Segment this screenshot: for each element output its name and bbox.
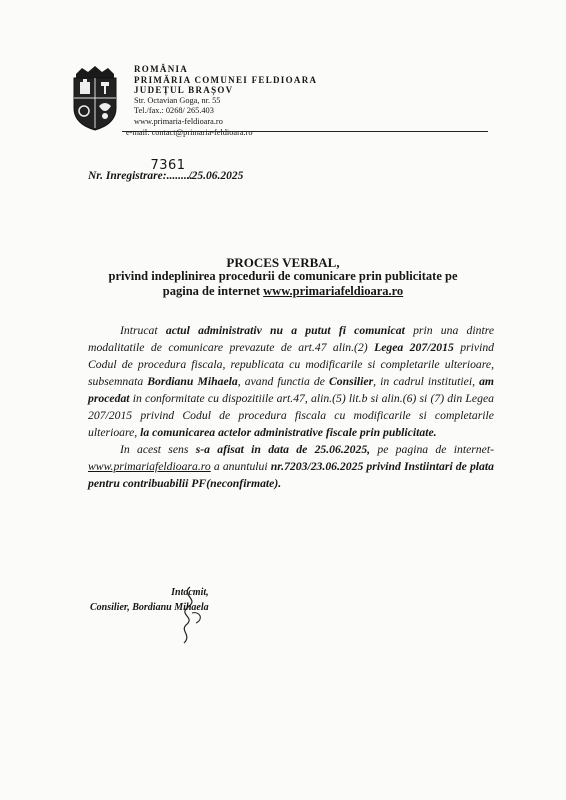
registration-number — [88, 158, 244, 183]
handwritten-signature-icon — [170, 585, 210, 645]
institution-name: PRIMĂRIA COMUNEI FELDIOARA — [134, 74, 318, 85]
p2-text: a anuntului — [210, 460, 271, 473]
p1-text: Intrucat — [120, 324, 166, 337]
institution-website[interactable]: www.primaria-feldioara.ro — [134, 116, 223, 126]
paragraph-1 — [88, 322, 494, 441]
p1-text: in conformitate cu dispozitiile art.47, alin.(5) lit.b si alin.(6) si (7) din Legea 207/2015 privind Codul de procedura fiscala cu modificarile si completarile ulterioare, — [88, 392, 494, 439]
p1-bold: am procedat — [88, 375, 494, 405]
subtitle-website-link[interactable]: www.primariafeldioara.ro — [263, 284, 404, 298]
institution-email[interactable]: e-mail: contact@primaria-feldioara.ro — [126, 127, 253, 137]
registration-date: /25.06.2025 — [188, 170, 244, 182]
p1-bold: Legea 207/2015 — [374, 341, 454, 354]
subtitle-prefix: pagina de internet — [162, 284, 264, 298]
p1-bold: Consilier — [329, 375, 374, 388]
p1-text: , in cadrul institutiei, — [373, 375, 480, 388]
p2-bold: nr.7203/23.06.2025 privind Instiintari de plata pentru contribuabilii PF(neconfirmate). — [88, 460, 494, 490]
p2-text: In acest sens — [120, 443, 196, 456]
document-subtitle-line2 — [0, 284, 566, 299]
signature-intocmit: Intocmit, — [171, 587, 209, 598]
p2-website-link[interactable]: www.primariafeldioara.ro — [88, 460, 211, 473]
p2-bold: s-a afisat in data de 25.06.2025, — [195, 443, 371, 456]
p1-bold: Bordianu Mihaela — [147, 375, 238, 388]
p1-text: privind Codul de procedura fiscala, republicata cu modificarile si completarile ulterioare, subsemnata — [88, 341, 495, 388]
coat-of-arms-icon — [68, 64, 122, 132]
institution-address: Str. Octavian Goga, nr. 55 — [134, 95, 221, 105]
registration-label: Nr. Inregistrare: — [88, 170, 167, 182]
registration-dots: ......... — [166, 170, 193, 182]
registration-handwritten-number: 7361 — [150, 158, 186, 173]
p1-bold: la comunicarea actelor administrative fiscale prin publicitate. — [140, 426, 437, 439]
document-title: PROCES VERBAL, — [226, 255, 340, 270]
signature-name: Consilier, Bordianu Mihaela — [90, 602, 209, 613]
header-divider — [122, 131, 488, 132]
p2-text: pe pagina de internet- — [370, 443, 494, 456]
paragraph-2 — [88, 441, 494, 492]
country-name: ROMÂNIA — [134, 64, 189, 74]
p1-bold: actul administrativ nu a putut fi comunicat — [165, 324, 405, 337]
institution-header — [126, 64, 318, 138]
document-subtitle-line1: privind indeplinirea procedurii de comunicare prin publicitate pe — [108, 269, 458, 283]
institution-phone: Tel./fax.: 0268/ 265.403 — [134, 106, 214, 116]
p1-text: prin una dintre modalitatile de comunicare prevazute de art.47 alin.(2) — [88, 324, 495, 354]
document-body — [88, 322, 494, 492]
county-name: JUDEȚUL BRAȘOV — [134, 85, 234, 96]
p1-text: , avand functia de — [237, 375, 329, 388]
